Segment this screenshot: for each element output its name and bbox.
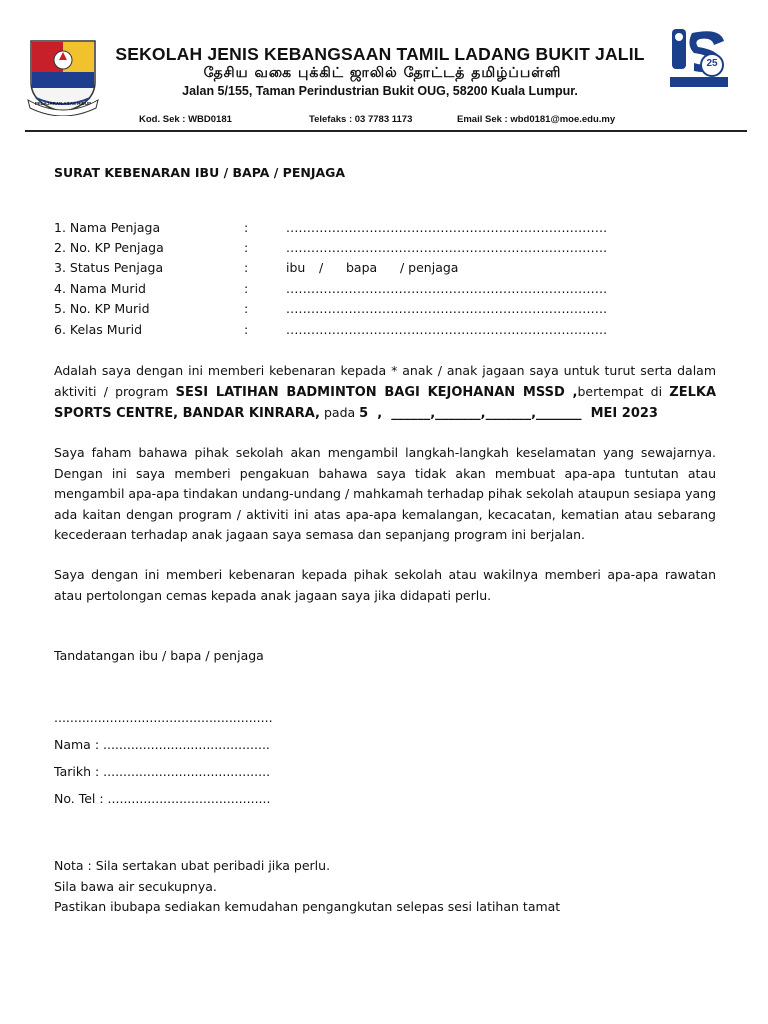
permission-paragraph <box>54 361 716 425</box>
anniversary-25-logo <box>668 25 730 89</box>
field-label: 6. Kelas Murid <box>54 322 143 337</box>
status-option-bapa: bapa <box>346 260 378 275</box>
signature-label: Tandatangan ibu / bapa / penjaga <box>54 648 264 663</box>
signing-date-line: Tarikh : .......................................... <box>54 764 271 779</box>
school-crest-logo <box>26 38 100 116</box>
header-divider <box>25 130 747 132</box>
note-item: Pastikan ibubapa sediakan kemudahan pengangkutan selepas sesi latihan tamat <box>54 899 561 914</box>
liability-paragraph: Saya faham bahawa pihak sekolah akan mengambil langkah-langkah keselamatan yang sewajarnya. Dengan ini saya memberi pengakuan bahawa saya tidak akan membuat apa-apa tuntutan atau mengambil apa-apa tindakan undang-undang / mahkamah terhadap pihak sekolah ataupun sesiapa yang ada kaitan dengan program / aktiviti ini atas apa-apa kemalangan, kecacatan, kematian atau sebarang kecederaan terhadap anak jagaan saya semasa dan sepanjang program ini berjalan. <box>54 445 716 542</box>
field-label: 2. No. KP Penjaga <box>54 240 164 255</box>
field-colon: : <box>244 322 249 337</box>
field-no-kp-murid <box>54 301 614 321</box>
fill-in-blank: ............................................................................. <box>286 220 608 235</box>
field-nama-murid <box>54 281 614 301</box>
venue-name: ZELKA SPORTS CENTRE, BANDAR KINRARA, <box>54 384 717 421</box>
field-colon: : <box>244 240 249 255</box>
program-name: SESI LATIHAN BADMINTON BAGI KEJOHANAN MSSD , <box>175 384 578 400</box>
field-colon: : <box>244 281 249 296</box>
para1-text-b: bertempat di <box>577 383 670 399</box>
signer-name-line: Nama : .......................................... <box>54 737 270 752</box>
field-colon: : <box>244 220 249 235</box>
school-address: Jalan 5/155, Taman Perindustrian Bukit OUG, 58200 Kuala Lumpur. <box>182 84 578 98</box>
para1-text-c: pada <box>320 405 360 420</box>
school-fax: Telefaks : 03 7783 1173 <box>309 114 413 125</box>
para1-text-a: Adalah saya dengan ini memberi kebenaran kepada * anak / anak jagaan saya untuk turut serta dalam aktiviti / program <box>54 363 716 399</box>
field-label: 5. No. KP Murid <box>54 301 150 316</box>
anniversary-number: 25 <box>706 58 718 69</box>
fill-in-blank: ............................................................................. <box>286 281 608 296</box>
crest-motto: PELAJARAN ASAS HIDUP <box>34 101 92 106</box>
field-label: 3. Status Penjaga <box>54 260 164 275</box>
field-colon: : <box>244 260 249 275</box>
fill-in-blank: ............................................................................. <box>286 301 608 316</box>
field-nama-penjaga <box>54 220 614 240</box>
phone-number-line: No. Tel : ......................................... <box>54 791 271 806</box>
field-colon: : <box>244 301 249 316</box>
note-item: Sila bawa air secukupnya. <box>54 878 217 894</box>
status-option-penjaga: / penjaga <box>400 260 459 275</box>
field-status-penjaga <box>54 260 614 280</box>
field-no-kp-penjaga <box>54 240 614 260</box>
field-label: 4. Nama Murid <box>54 281 146 296</box>
field-kelas-murid <box>54 322 614 342</box>
status-separator: / <box>319 260 324 275</box>
school-name-tamil: தேசிய வகை புக்கிட் ஜாலில் தோட்டத் தமிழ்ப்பள்ளி <box>203 65 562 81</box>
fill-in-blank: ............................................................................. <box>286 240 608 255</box>
notes-section <box>54 856 560 918</box>
status-option-ibu: ibu <box>286 260 306 275</box>
fill-in-blank: ............................................................................. <box>286 322 608 337</box>
first-aid-paragraph: Saya dengan ini memberi kebenaran kepada pihak sekolah atau wakilnya memberi apa-apa rawatan atau pertolongan cemas kepada anak jagaan saya jika didapati perlu. <box>54 567 716 603</box>
signature-line: ....................................................... <box>54 710 273 725</box>
school-name: SEKOLAH JENIS KEBANGSAAN TAMIL LADANG BUKIT JALIL <box>115 44 645 64</box>
school-email: Email Sek : wbd0181@moe.edu.my <box>457 114 616 125</box>
school-code: Kod. Sek : WBD0181 <box>139 114 232 125</box>
program-dates: 5 , ______,_______,_______,_______ MEI 2023 <box>359 406 658 421</box>
note-item: Nota : Sila sertakan ubat peribadi jika perlu. <box>54 858 331 873</box>
field-label: 1. Nama Penjaga <box>54 220 161 235</box>
letter-title: SURAT KEBENARAN IBU / BAPA / PENJAGA <box>54 165 346 180</box>
